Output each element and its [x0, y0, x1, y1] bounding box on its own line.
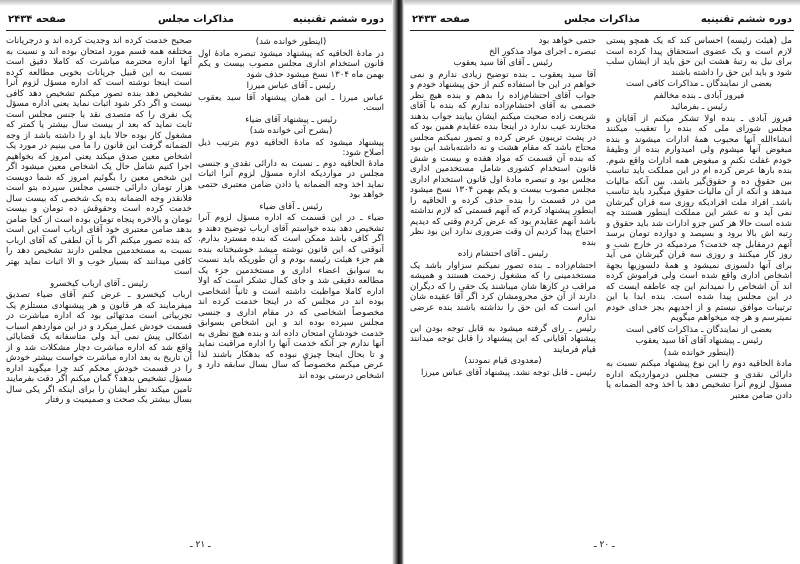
paragraph: در مادهٔ الحاقیه که پیشنهاد میشود تبصره مادهٔ اول قانون استخدام اداری مجلس مصوب بیست و یکم بهمن ماه ۱۳۰۴ نسخ میشود حذف شود	[198, 48, 384, 80]
paragraph: تبصره ـ اجرای مواد مذکور الخ	[488, 46, 596, 57]
right-page	[404, 0, 800, 564]
header-title: مذاکرات مجلس	[157, 14, 234, 25]
page-header	[8, 14, 384, 28]
speaker-heading: (معدودی قیام نمودند)	[464, 356, 542, 366]
paragraph: پیشنهاد میشود که مادهٔ الحاقیه دوم بترتیب ذیل اصلاح شود:	[198, 137, 384, 158]
text-column-left	[410, 36, 596, 536]
session-label: دوره ششم تقنینیه	[700, 14, 792, 25]
speaker-heading: رئیس ـ آقای عباس میرزا	[246, 81, 336, 91]
left-page	[0, 0, 392, 564]
speaker-heading: (اینطور خوانده شد)	[663, 347, 735, 358]
speaker-heading: فیروز آبادی ـ بنده مخالفم	[653, 90, 745, 101]
page-number-label: صفحه ۲۴۳۴	[8, 14, 67, 25]
speaker-heading: بعضی از نمایندگان ـ مذاکرات کافی است	[626, 324, 772, 335]
header-title: مذاکرات مجلس	[563, 14, 640, 25]
session-label: دوره ششم تقنینیه	[292, 14, 384, 25]
paragraph: ارباب کیخسرو ـ عرض کنم آقای ضیاء تصدیق میفرمایند که هر قانون و هر پیشنهادی مستلزم یک تجربیاتی است مدتهائی بود که اداره مباشرت در قسمت خودش عمل میکرد و در این مواردهم اسباب اشکالی پیش نمی آید ولی متاسفانه یک قضایائی واقع شد که اداره مباشرت دچار مشکلات شد و از آن تاریخ به بعد اداره مباشرت خواست بیشتر خودش را در قسمت خودش محکم کند چرا میگوید اداره مسؤل تشخیص بدهد؟ گمان میکنم اگر دقت بفرمایند تامین میکند نظر ایشان را برای اینکه اگر یکی سال بسال بیشتر یک صحت و صمیمیت و رفتار	[6, 290, 192, 405]
speaker-heading: (بشرح آتی خوانده شد)	[249, 126, 333, 136]
page-number-label: صفحه ۲۴۳۳	[412, 14, 471, 25]
speaker-heading: رئیس ـ بفرمائید	[670, 102, 728, 112]
paragraph: فیروز آبادی ـ بنده اولا تشکر میکنم از آقایان و مجلس شورای ملی که بنده را تعقیب میکنند انشاءالله آنها محبوب همهٔ ادارات میشوند و بنده مبغوض آنها میشوم ولی امیدوارم بنده از وظیفهٔ خودم غفلت نکنم و مبغوض همه ادارات واقع شوم. بنده بارها عرض کرده ام در این مملکت باید تناسب بین حقوق ده و حقوق‌گیر باشد. بین آنکه مالیات میدهد و آنکه از آن مالیات حقوق میگیرد باید تناسب باشد. افراد ملت افرادیکه روزی سه قران گیرشان نمی آید و نه عشر این مملکت اینطور هستند چه شده است حالا هر کس جزو ادارات شد باید حقوق و رتبه اش بالا برود و بسیصد و دوازده تومان برسد آنهم درمقابل چه خدمت؟ مردمیکه در خارج شب و روز کار میکنند و روزی سه قران گیرشان می آید برای آنها دلسوزی نمیشود و همهٔ دلسوزیها بجهة اشخاص اداری واقع شده است ولی فراموش کرده اند آن اشخاص را نمیدانم این چه عاطفه ایست که در این مجلس پیدا شده است. بنده ابدا با این ترتیبات موافق نیستم و از احدیهم بجز خدای خودم نمیترسم و هر چه میخواهم میگویم	[606, 113, 792, 323]
book-gutter	[392, 0, 404, 564]
paragraph: صحیح خدمت کرده اند وجدیت کرده اند و درجریانات مختلفه همه قسم مورد امتحان بوده اند و نسبت به آنها اداره محترمه مباشرت که کاملا دقیق است نسبت به این قبیل جریانات بخوبی مطالعه کرده است اینجا نوشته است که اداره مسؤل لزوم آنرا تشخیص دهد بنده تصور میکنم تشخیص دهد کافی نیست و اگر ذکر شود اثبات نماید یعنی اداره مسؤل یک نفری را که متصدی نقد یا جنس مجلس است ثابت نماید که بعد از بیست سال بیشتر یا کمتر که مشغول کار بوده حالا باید او را داشته باشد از وجه الضمانه گرفت این قانون را ما می بینیم در مورد یک اشخاص معین صدق میکند یعنی امروز که بخواهیم اجرا کنیم شامل حال یک اشخاص معین میشود اگر این شخص معین را بگوئیم امروز که شما دویست هزار تومان دارائی جنسی مجلس سپرده بتو است فلانقدر وجه الضمانه بده یک شخصی که بیست سال خدمت کرده است وحقوقش ده تومان و بیست تومان و بالاخره پنجاه تومان بوده است از کجا ضامن بدهد ضامن معتبری خود آقای ارباب است این است که بنده تصور میکنم اگر با آن لطفی که آقای ارباب نسبت به مستخدمین مجلس دارند تشخیص دهد را کافی میدانند که بسیار خوب و الا اثبات نماید بهتر است	[6, 36, 192, 277]
paragraph: رئیس ـ قابل توجه نشد. پیشنهاد آقای عباس میرزا	[421, 367, 596, 378]
header-rule	[6, 30, 386, 31]
speaker-heading: بعضی از نمایندگان ـ مذاکرات کافی است	[626, 79, 772, 89]
speaker-heading: رئیس ـ پیشنهاد آقای ضیاء	[245, 114, 337, 125]
paragraph: حتمی خواهد بود	[538, 36, 596, 46]
text-column-right	[198, 36, 384, 536]
speaker-heading: رئیس ـ پیشنهاد آقای آقا سید یعقوب	[635, 336, 763, 346]
speaker-heading: رئیس ـ آقای ضیاء	[259, 201, 323, 212]
paragraph: مادهٔ الحاقیه دوم را این نوع پیشنهاد میکنم نسبت به دارائی نقدی و جنسی مجلس درمواردیکه اداره مسؤل لزوم آنرا تشخیص دهد با اخذ وجه الضمانه یا دادن ضامن معتبر	[606, 359, 792, 401]
speaker-heading: رئیس ـ آقای احتشام زاده	[457, 249, 549, 259]
paragraph: ضیاء ـ در این قسمت که اداره مسؤل لزوم آنرا تشخیص دهد بنده خواستم آقای ارباب توضیح دهند و اگر کافی باشد ممکن است که بنده مسترد بدارم. آنوقتی که این قانون نوشته میشد خوشبختانه بنده هم جزء هیئت رئیسه بودم و آن طوریکه باید نسبت به سوابق اعضاء اداری و مستخدمین جزء یک مطالعه دقیقی شد و جای کمال تشکر است که اولا اداره کاملا مواظبت داشته است و ثانیاً اشخاصی بوده اند در مجلس که در اینجا خدمت کرده اند مخصوصاً اشخاصی که در مقام اداری و جنسی مجلس سپرده بوده اند و این اشخاص بسوابق خدمت خودشان امتحان داده اند و بنده هیچ نظری به آنها ندارم جز آنکه خدمت آنها را اداره مراقبت نماید و تا بحال اینجا چیزی نبوده که بدهکار باشند لذا عرض میکنم مخصوصاً که سال بسال سابقه دارد و اشخاص درستی بوده اند	[198, 213, 384, 381]
speaker-heading: (اینطور خوانده شد)	[255, 37, 327, 47]
paragraph: مل (هیئت رئیسه) احساس کند که یک همچو پستی لازم است و یک عضوی استحقاق پیدا کرده است برای نیل به رتبهٔ هشت این حق باید از ایشان سلب شود و باید این حق را داشته باشند	[606, 36, 792, 78]
speaker-heading: رئیس ـ آقای آقا سید یعقوب	[453, 58, 553, 68]
page-footer-number: ـ ۲۱ ـ	[190, 540, 211, 550]
paragraph: عباس میرزا ـ این همان پیشنهاد آقا سید یعقوب است.	[198, 92, 384, 113]
paragraph: احتشام‌زاده ـ بنده تصور نمیکنم سزاوار باشد یک مستخدمینی را که مشغول زحمت هستند و همیشه مراقب در کارها شان میباشند یک حقی را که دیگران دارند از آن حق محرومشان کرد اگر آقا عقیده شان این است که این حق را نداشته باشند بنده عرضی ندارم	[410, 260, 596, 323]
page-header	[412, 14, 792, 28]
text-column-left	[6, 36, 192, 536]
paragraph: آقا سید یعقوب ـ بنده توضیح زیادی ندارم و نمی خواهم در این جا استفاده کنم از حق پیشنهاد خودم و جواب آقای احتشام‌زاده را بدهم و بنده هیچ نظر خصمی به آقای احتشام‌زاده ندارم که بنده با آقای شریعت زاده صحبت میکنم ایشان بیایند جواب بدهند مختارند عیب ندارد در اینجا بنده عقایدم همین بود که در پشت تریبون عرض کرده و تصور نمیکنم مجلس محتاج باشد که مقام هشت و نه داشته‌باشد این بود که بنده آن قسمت که مواد هفده و بیست و شش قانون استخدام کشوری شامل مستخدمین اداری مجلس بود و تبصره مادهٔ اول قانون استخدام اداری مجلس مصوب بیست و یکم بهمن ۱۳۰۴ نسخ میشود من در قسمت را بنده حذف کرده و الحاقیه را اینطور پیشنهاد کردم که آنهم قسمتی که لازم نداشته باشد آنهم عقایدم بود که عرض کردم وقتی که دیدیم احتیاج پیدا کردیم آن وقت ضروری ندارد این بود نظر بنده	[410, 69, 596, 248]
header-rule	[410, 30, 794, 31]
text-column-right	[606, 36, 792, 536]
paragraph: رئیس ـ رای گرفته میشود به قابل توجه بودن این پیشنهاد آقایانی که این پیشنهاد را قابل توجه میدانند قیام فرمایند	[410, 323, 596, 355]
page-footer-number: ـ ۲۰ ـ	[594, 540, 615, 550]
paragraph: مادهٔ الحاقیه دوم ـ نسبت به دارائی نقدی و جنسی مجلس در مواردیکه اداره مسؤل لزوم آنرا اثبات نماید اخذ وجه الضمانه یا دادن ضامن معتبری حتمی خواهد بود	[198, 158, 384, 200]
speaker-heading: رئیس ـ آقای ارباب کیخسرو	[50, 278, 148, 289]
